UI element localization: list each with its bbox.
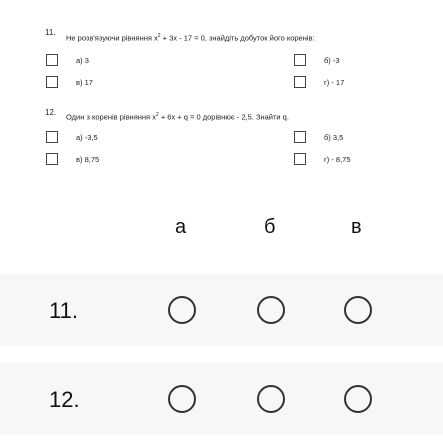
radio-12-b[interactable] bbox=[257, 385, 285, 413]
option-label: в) 8,75 bbox=[76, 154, 100, 164]
option-label: а) -3,5 bbox=[76, 132, 98, 142]
checkbox[interactable] bbox=[46, 54, 58, 66]
option-label: г) - 17 bbox=[324, 77, 345, 87]
exponent: 2 bbox=[155, 112, 159, 118]
question-number: 12. bbox=[45, 108, 57, 117]
column-header-a: а bbox=[175, 216, 187, 238]
exponent: 2 bbox=[157, 33, 161, 39]
row-label: 11. bbox=[49, 298, 78, 323]
checkbox[interactable] bbox=[294, 76, 306, 88]
checkbox[interactable] bbox=[294, 153, 306, 165]
option-label: б) 3,5 bbox=[324, 132, 344, 142]
question-text-start: Не розв'язуючи рівняння x bbox=[66, 33, 158, 43]
option-label: г) - 8,75 bbox=[324, 154, 351, 164]
option-label: в) 17 bbox=[76, 77, 93, 87]
option-g[interactable] bbox=[294, 76, 344, 88]
option-a[interactable] bbox=[46, 54, 89, 66]
question-text-end: + 6x + q = 0 дорівнює - 2,5. Знайти q. bbox=[158, 112, 289, 122]
question-text-end: + 3x - 17 = 0, знайдіть добуток його коренів: bbox=[160, 33, 315, 43]
answer-row-12 bbox=[0, 363, 443, 435]
question-number: 11. bbox=[45, 28, 56, 37]
question-text-start: Один з коренів рівняння x bbox=[66, 112, 156, 122]
option-label: б) -3 bbox=[324, 55, 340, 65]
column-header-b: б bbox=[264, 216, 276, 238]
answer-row-11 bbox=[0, 274, 443, 346]
checkbox[interactable] bbox=[46, 76, 58, 88]
question-text bbox=[66, 33, 315, 43]
option-b[interactable] bbox=[294, 54, 340, 66]
radio-11-b[interactable] bbox=[257, 296, 285, 324]
radio-11-v[interactable] bbox=[344, 296, 372, 324]
checkbox[interactable] bbox=[46, 131, 58, 143]
option-v[interactable] bbox=[46, 153, 99, 165]
option-v[interactable] bbox=[46, 76, 93, 88]
option-a[interactable] bbox=[46, 131, 98, 143]
checkbox[interactable] bbox=[294, 131, 306, 143]
checkbox[interactable] bbox=[46, 153, 58, 165]
radio-12-v[interactable] bbox=[344, 385, 372, 413]
option-g[interactable] bbox=[294, 153, 351, 165]
checkbox[interactable] bbox=[294, 54, 306, 66]
option-b[interactable] bbox=[294, 131, 343, 143]
row-label: 12. bbox=[49, 387, 80, 412]
radio-11-a[interactable] bbox=[168, 296, 196, 324]
column-header-v: в bbox=[351, 216, 362, 238]
radio-12-a[interactable] bbox=[168, 385, 196, 413]
option-label: а) 3 bbox=[76, 55, 89, 65]
question-text bbox=[66, 112, 289, 122]
